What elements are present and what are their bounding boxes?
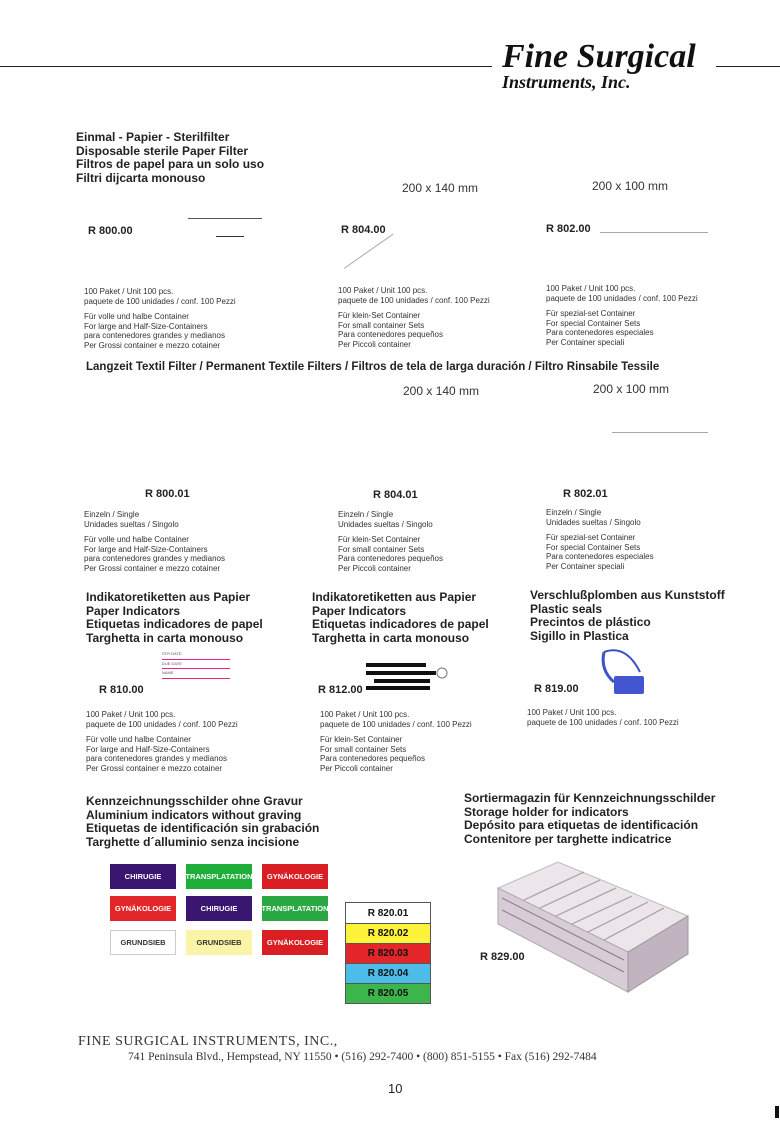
striped-indicator-icon [364,662,450,692]
product-code: R 804.00 [341,224,386,236]
aluminium-label: GYNÄKOLOGIE [262,864,328,889]
product-description: 100 Paket / Unit 100 pcs. paquete de 100 unidades / conf. 100 Pezzi [527,708,679,727]
product-code: R 800.00 [88,225,133,237]
textile-filter-size-mid: 200 x 140 mm [403,384,480,398]
page-number: 10 [388,1081,403,1096]
header-rule-left [0,66,492,67]
product-description: 100 Paket / Unit 100 pcs. paquete de 100 unidades / conf. 100 Pezzi Für spezial-set Container For special Container Sets Para contenedores especiales Per Container speciali [546,284,698,347]
brand-subtitle: Instruments, Inc. [502,72,631,92]
product-description: 100 Paket / Unit 100 pcs. paquete de 100 unidades / conf. 100 Pezzi Für volle und halbe Container For large and Half-Size-Containers para contenedores grandes y medianos Per Grossi container e mezzo cotainer [84,287,236,350]
paper-indicators-heading: Indikatoretiketten aus Papier Paper Indicators Etiquetas indicadores de papel Targhetta in carta monouso [312,590,489,645]
paper-filter-image-right [600,232,708,233]
paper-filter-size-mid: 200 x 140 mm [402,181,479,195]
product-code: R 810.00 [99,684,144,696]
aluminium-label: GRUNDSIEB [110,930,176,955]
code-swatch: R 820.05 [346,983,430,1003]
textile-filter-heading: Langzeit Textil Filter / Permanent Textile Filters / Filtros de tela de larga duración / Filtro Rinsabile Tessile [86,361,660,373]
storage-heading: Sortiermagazin für Kennzeichnungsschilder Storage holder for indicators Depósito para etiquetas de identificación Contenitore per targhette indicatrice [464,791,716,846]
header-rule-right [716,66,780,67]
plastic-seals-heading: Verschlußplomben aus Kunststoff Plastic seals Precintos de plástico Sigillo in Plastica [530,588,725,643]
edge-mark [775,1106,779,1118]
paper-filter-image-mid [344,234,394,269]
aluminium-code-list [345,902,431,1004]
footer-address: 741 Peninsula Blvd., Hempstead, NY 11550 • (516) 292-7400 • (800) 851-5155 • Fax (516) 292-7484 [128,1051,597,1063]
aluminium-heading: Kennzeichnungsschilder ohne Gravur Aluminium indicators without graving Etiquetas de identificación sin grabación Targhette d´alluminio senza incisione [86,794,320,849]
aluminium-label: CHIRUGIE [186,896,252,921]
product-code: R 819.00 [534,683,579,695]
product-description: 100 Paket / Unit 100 pcs. paquete de 100 unidades / conf. 100 Pezzi Für klein-Set Container For small container Sets Para contenedores pequeños Per Piccoli container [320,710,472,773]
product-code: R 802.01 [563,488,608,500]
paper-filter-image-left-edge [216,236,244,237]
paper-filter-image-left [188,218,262,219]
brand-title: Fine Surgical [502,38,696,75]
aluminium-label: CHIRUGIE [110,864,176,889]
product-code: R 829.00 [480,951,525,963]
footer-company: FINE SURGICAL INSTRUMENTS, INC., [78,1034,338,1049]
product-description: Einzeln / Single Unidades sueltas / Singolo Für volle und halbe Container For large and Half-Size-Containers para contenedores grandes y medianos Per Grossi container e mezzo cotainer [84,510,225,573]
product-code: R 800.01 [145,488,190,500]
aluminium-label: GYNÄKOLOGIE [262,930,328,955]
paper-filter-heading: Einmal - Papier - Sterilfilter Disposable sterile Paper Filter Filtros de papel para un solo uso Filtri dijcarta monouso [76,130,265,185]
code-swatch: R 820.02 [346,923,430,943]
product-code: R 812.00 [318,684,363,696]
code-swatch: R 820.04 [346,963,430,983]
product-code: R 802.00 [546,223,591,235]
textile-filter-size-right: 200 x 100 mm [593,382,670,396]
storage-holder-image [488,858,694,998]
code-swatch: R 820.01 [346,903,430,923]
code-swatch: R 820.03 [346,943,430,963]
product-description: 100 Paket / Unit 100 pcs. paquete de 100 unidades / conf. 100 Pezzi Für klein-Set Container For small container Sets Para contenedores pequeños Per Piccoli container [338,286,490,349]
aluminium-label: TRANSPLATATION [186,864,252,889]
product-description: 100 Paket / Unit 100 pcs. paquete de 100 unidades / conf. 100 Pezzi Für volle und halbe Container For large and Half-Size-Containers para contenedores grandes y medianos Per Grossi container e mezzo cotainer [86,710,238,773]
paper-indicator-card: STR.DATE DUE DATE NAME [162,650,230,679]
textile-filter-image-right [612,432,708,433]
plastic-seal-icon [596,646,650,698]
product-description: Einzeln / Single Unidades sueltas / Singolo Für klein-Set Container For small container Sets Para contenedores pequeños Per Piccoli container [338,510,443,573]
aluminium-label: TRANSPLATATION [262,896,328,921]
paper-filter-size-right: 200 x 100 mm [592,179,669,193]
product-description: Einzeln / Single Unidades sueltas / Singolo Für spezial-set Container For special Container Sets Para contenedores especiales Per Container speciali [546,508,654,571]
paper-indicators-heading: Indikatoretiketten aus Papier Paper Indicators Etiquetas indicadores de papel Targhetta in carta monouso [86,590,263,645]
product-code: R 804.01 [373,489,418,501]
aluminium-label: GYNÄKOLOGIE [110,896,176,921]
aluminium-label: GRUNDSIEB [186,930,252,955]
